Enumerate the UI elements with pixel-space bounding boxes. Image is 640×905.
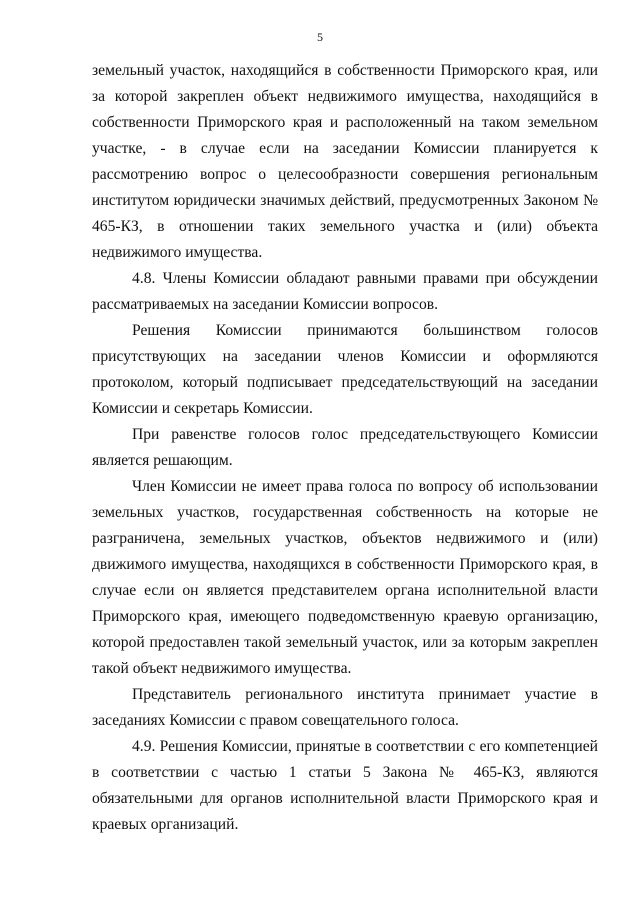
paragraph-tie-vote: При равенстве голосов голос председательствующего Комиссии является решающим. <box>92 426 598 469</box>
document-body <box>92 58 598 838</box>
paragraph-voting-restriction: Член Комиссии не имеет права голоса по вопросу об использовании земельных участков, государственная собственность на которые не разграничена, земельных участков, объектов недвижимого и (или) движимого имущества, находящихся в собственности Приморского края, в случае если он является представителем органа исполнительной власти Приморского края, имеющего подведомственную краевую организацию, которой предоставлен такой земельный участок, или за которым закреплен такой объект недвижимого имущества. <box>92 478 598 677</box>
paragraph-representative: Представитель регионального института принимает участие в заседаниях Комиссии с правом совещательного голоса. <box>92 686 598 729</box>
paragraph-continuation: земельный участок, находящийся в собственности Приморского края, или за которой закреплен объект недвижимого имущества, находящийся в собственности Приморского края и расположенный на таком земельном участке, - в случае если на заседании Комиссии планируется к рассмотрению вопрос о целесообразности совершения региональным институтом юридически значимых действий, предусмотренных Законом № 465-КЗ, в отношении таких земельного участка и (или) объекта недвижимого имущества. <box>92 62 598 261</box>
paragraph-4-8: 4.8. Члены Комиссии обладают равными правами при обсуждении рассматриваемых на заседании Комиссии вопросов. <box>92 270 598 313</box>
page-number: 5 <box>317 30 323 44</box>
paragraph-4-9: 4.9. Решения Комиссии, принятые в соответствии с его компетенцией в соответствии с частью 1 статьи 5 Закона № 465-КЗ, являются обязательными для органов исполнительной власти Приморского края и краевых организаций. <box>92 738 598 833</box>
paragraph-decisions: Решения Комиссии принимаются большинством голосов присутствующих на заседании членов Комиссии и оформляются протоколом, который подписывает председательствующий на заседании Комиссии и секретарь Комиссии. <box>92 322 598 417</box>
